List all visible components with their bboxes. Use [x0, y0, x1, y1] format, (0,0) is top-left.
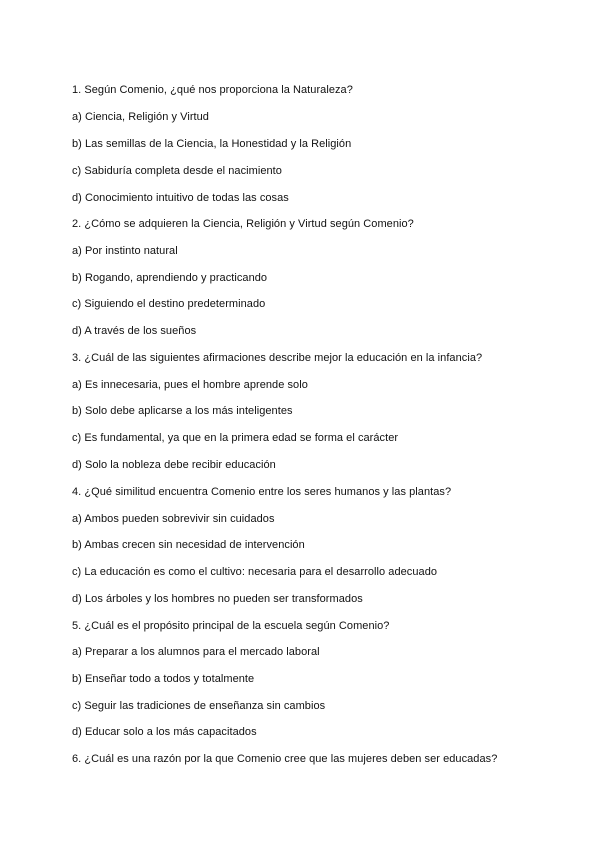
question-5: 5. ¿Cuál es el propósito principal de la escuela según Comenio?: [72, 620, 390, 632]
option-2c: c) Siguiendo el destino predeterminado: [72, 298, 266, 310]
option-2d: d) A través de los sueños: [72, 325, 197, 337]
option-4a: a) Ambos pueden sobrevivir sin cuidados: [72, 513, 275, 525]
option-5d: d) Educar solo a los más capacitados: [72, 726, 257, 738]
option-5b: b) Enseñar todo a todos y totalmente: [72, 673, 255, 685]
question-1: 1. Según Comenio, ¿qué nos proporciona la Naturaleza?: [72, 84, 353, 96]
question-3: 3. ¿Cuál de las siguientes afirmaciones describe mejor la educación en la infancia?: [72, 352, 483, 364]
option-5a: a) Preparar a los alumnos para el mercado laboral: [72, 646, 320, 658]
question-6: 6. ¿Cuál es una razón por la que Comenio cree que las mujeres deben ser educadas?: [72, 753, 498, 765]
option-2b: b) Rogando, aprendiendo y practicando: [72, 272, 268, 284]
option-1c: c) Sabiduría completa desde el nacimiento: [72, 165, 282, 177]
option-3b: b) Solo debe aplicarse a los más inteligentes: [72, 405, 293, 417]
option-1a: a) Ciencia, Religión y Virtud: [72, 111, 209, 123]
option-3d: d) Solo la nobleza debe recibir educación: [72, 459, 276, 471]
option-3a: a) Es innecesaria, pues el hombre aprende solo: [72, 379, 308, 391]
option-4d: d) Los árboles y los hombres no pueden ser transformados: [72, 593, 363, 605]
question-4: 4. ¿Qué similitud encuentra Comenio entre los seres humanos y las plantas?: [72, 486, 452, 498]
option-4c: c) La educación es como el cultivo: necesaria para el desarrollo adecuado: [72, 566, 438, 578]
option-4b: b) Ambas crecen sin necesidad de intervención: [72, 539, 305, 551]
option-1b: b) Las semillas de la Ciencia, la Honestidad y la Religión: [72, 138, 352, 150]
option-3c: c) Es fundamental, ya que en la primera edad se forma el carácter: [72, 432, 399, 444]
question-2: 2. ¿Cómo se adquieren la Ciencia, Religión y Virtud según Comenio?: [72, 218, 414, 230]
option-1d: d) Conocimiento intuitivo de todas las cosas: [72, 192, 289, 204]
option-5c: c) Seguir las tradiciones de enseñanza sin cambios: [72, 700, 326, 712]
option-2a: a) Por instinto natural: [72, 245, 178, 257]
